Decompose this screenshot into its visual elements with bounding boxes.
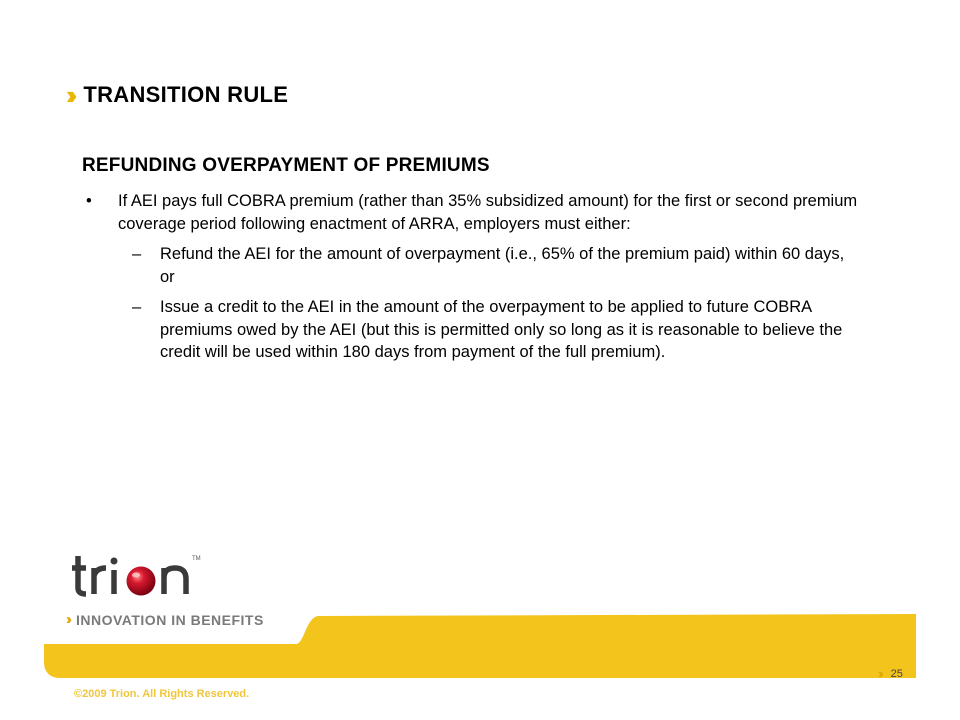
title-row [66,82,288,108]
copyright: ©2009 Trion. All Rights Reserved. [74,688,250,700]
chevron-icon: ›› [66,611,68,628]
sub-bullet-mark: – [132,298,142,316]
logo-letter-t [78,556,86,594]
section-heading: REFUNDING OVERPAYMENT OF PREMIUMS [82,155,490,176]
svg-text:TM: TM [192,556,201,562]
sub-bullet-mark: – [132,245,142,263]
sub-bullet-text: Issue a credit to the AEI in the amount of the overpayment to be applied to future COBRA premiums owed by the AEI (but this is permitted only so long as it is reasonable to believe the credit will be used within 180 days from payment of the full premium). [160,298,843,361]
tagline [66,611,264,628]
sub-bullet-item [132,296,886,364]
body-text [86,190,886,364]
tagline-text: INNOVATION IN BENEFITS [76,611,264,628]
bullet-item [86,190,886,235]
page-indicator [878,666,903,681]
page-number: 25 [890,667,903,680]
logo-ball-icon [127,567,156,596]
page-title: TRANSITION RULE [83,82,289,107]
chevron-icon: ›› [66,80,72,110]
trion-logo [70,552,220,600]
sub-bullet-text: Refund the AEI for the amount of overpayment (i.e., 65% of the premium paid) within 60 days, or [160,245,845,286]
chevron-icon: ›› [878,666,881,681]
footer-band-gap [60,678,862,684]
bullet-text: If AEI pays full COBRA premium (rather than 35% subsidized amount) for the first or second premium coverage period following enactment of ARRA, employers must either: [118,192,858,233]
sub-bullet-item [132,243,886,288]
bullet-mark: • [86,192,92,210]
